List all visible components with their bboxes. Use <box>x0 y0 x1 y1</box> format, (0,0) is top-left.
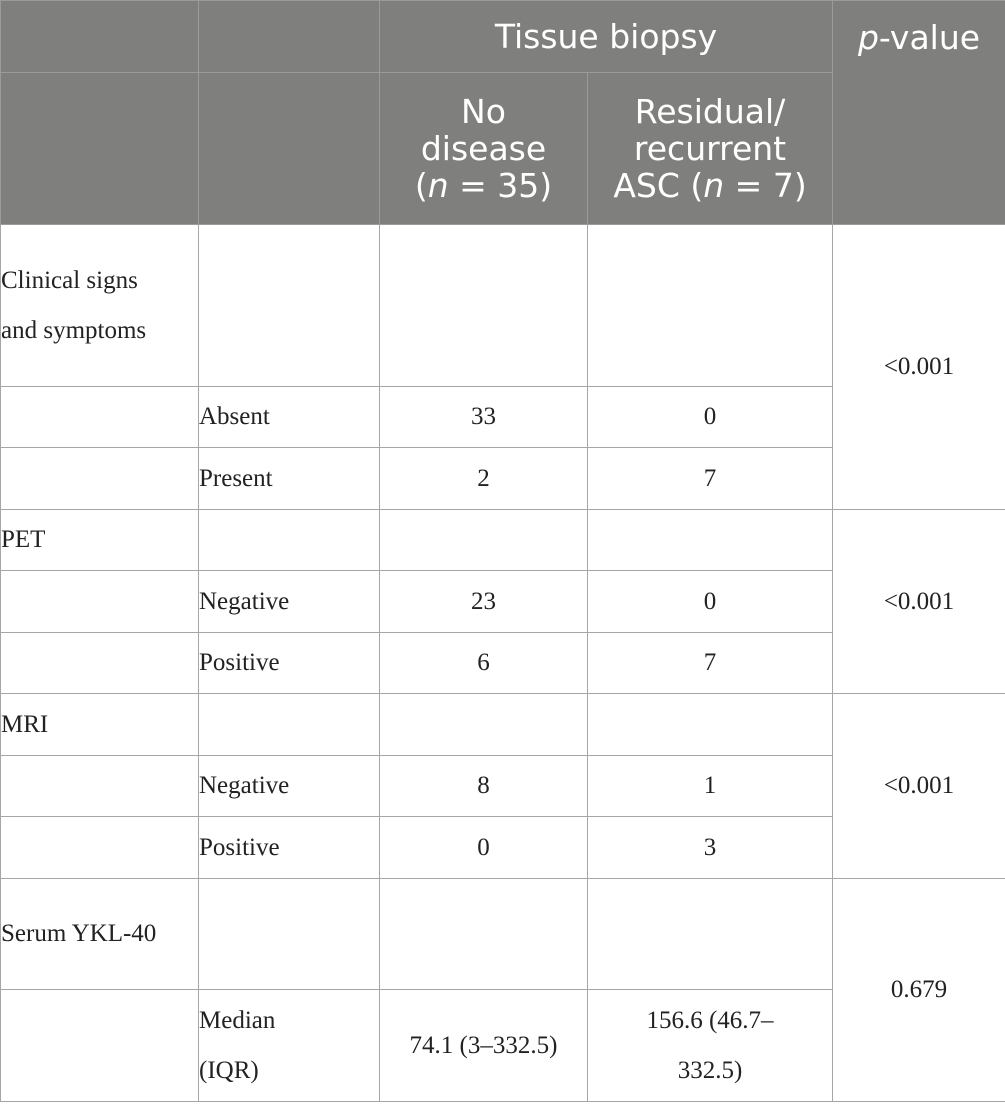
value-no-disease: 0 <box>380 817 588 879</box>
header-empty-2 <box>199 1 380 73</box>
p-value-mri: <0.001 <box>833 694 1005 879</box>
empty-cell <box>380 694 588 756</box>
value-residual: 0 <box>588 571 833 633</box>
value-residual: 156.6 (46.7–332.5) <box>588 990 833 1102</box>
row-label: Positive <box>199 817 380 879</box>
value-residual: 3 <box>588 817 833 879</box>
row-label: Positive <box>199 633 380 694</box>
header-tissue-biopsy: Tissue biopsy <box>380 1 833 73</box>
group-label-ykl40: Serum YKL-40 <box>1 879 199 990</box>
value-residual: 7 <box>588 633 833 694</box>
value-residual: 7 <box>588 448 833 510</box>
header-empty-4 <box>199 73 380 225</box>
empty-cell <box>199 510 380 571</box>
header-residual-asc: Residual/ recurrent ASC (n = 7) <box>588 73 833 225</box>
value-residual: 0 <box>588 387 833 448</box>
value-no-disease: 2 <box>380 448 588 510</box>
value-residual: 1 <box>588 756 833 817</box>
row-label: Absent <box>199 387 380 448</box>
empty-cell <box>1 817 199 879</box>
empty-cell <box>1 633 199 694</box>
row-label: Negative <box>199 756 380 817</box>
group-label-mri: MRI <box>1 694 199 756</box>
header-empty-3 <box>1 73 199 225</box>
group-label-clinical: Clinical signs and symptoms <box>1 225 199 387</box>
empty-cell <box>1 756 199 817</box>
group-label-pet: PET <box>1 510 199 571</box>
value-no-disease: 8 <box>380 756 588 817</box>
empty-cell <box>588 879 833 990</box>
empty-cell <box>1 990 199 1102</box>
empty-cell <box>1 387 199 448</box>
row-label: Negative <box>199 571 380 633</box>
header-no-disease: No disease (n = 35) <box>380 73 588 225</box>
value-no-disease: 33 <box>380 387 588 448</box>
header-p-value: p-value <box>833 1 1005 225</box>
value-no-disease: 74.1 (3–332.5) <box>380 990 588 1102</box>
value-no-disease: 23 <box>380 571 588 633</box>
empty-cell <box>380 510 588 571</box>
p-value-pet: <0.001 <box>833 510 1005 694</box>
p-value-ykl40: 0.679 <box>833 879 1005 1102</box>
empty-cell <box>588 694 833 756</box>
empty-cell <box>380 879 588 990</box>
empty-cell <box>380 225 588 387</box>
empty-cell <box>199 694 380 756</box>
empty-cell <box>588 510 833 571</box>
empty-cell <box>199 225 380 387</box>
header-empty-1 <box>1 1 199 73</box>
row-label: Median (IQR) <box>199 990 380 1102</box>
empty-cell <box>588 225 833 387</box>
p-value-clinical: <0.001 <box>833 225 1005 510</box>
value-no-disease: 6 <box>380 633 588 694</box>
empty-cell <box>1 571 199 633</box>
empty-cell <box>1 448 199 510</box>
empty-cell <box>199 879 380 990</box>
row-label: Present <box>199 448 380 510</box>
